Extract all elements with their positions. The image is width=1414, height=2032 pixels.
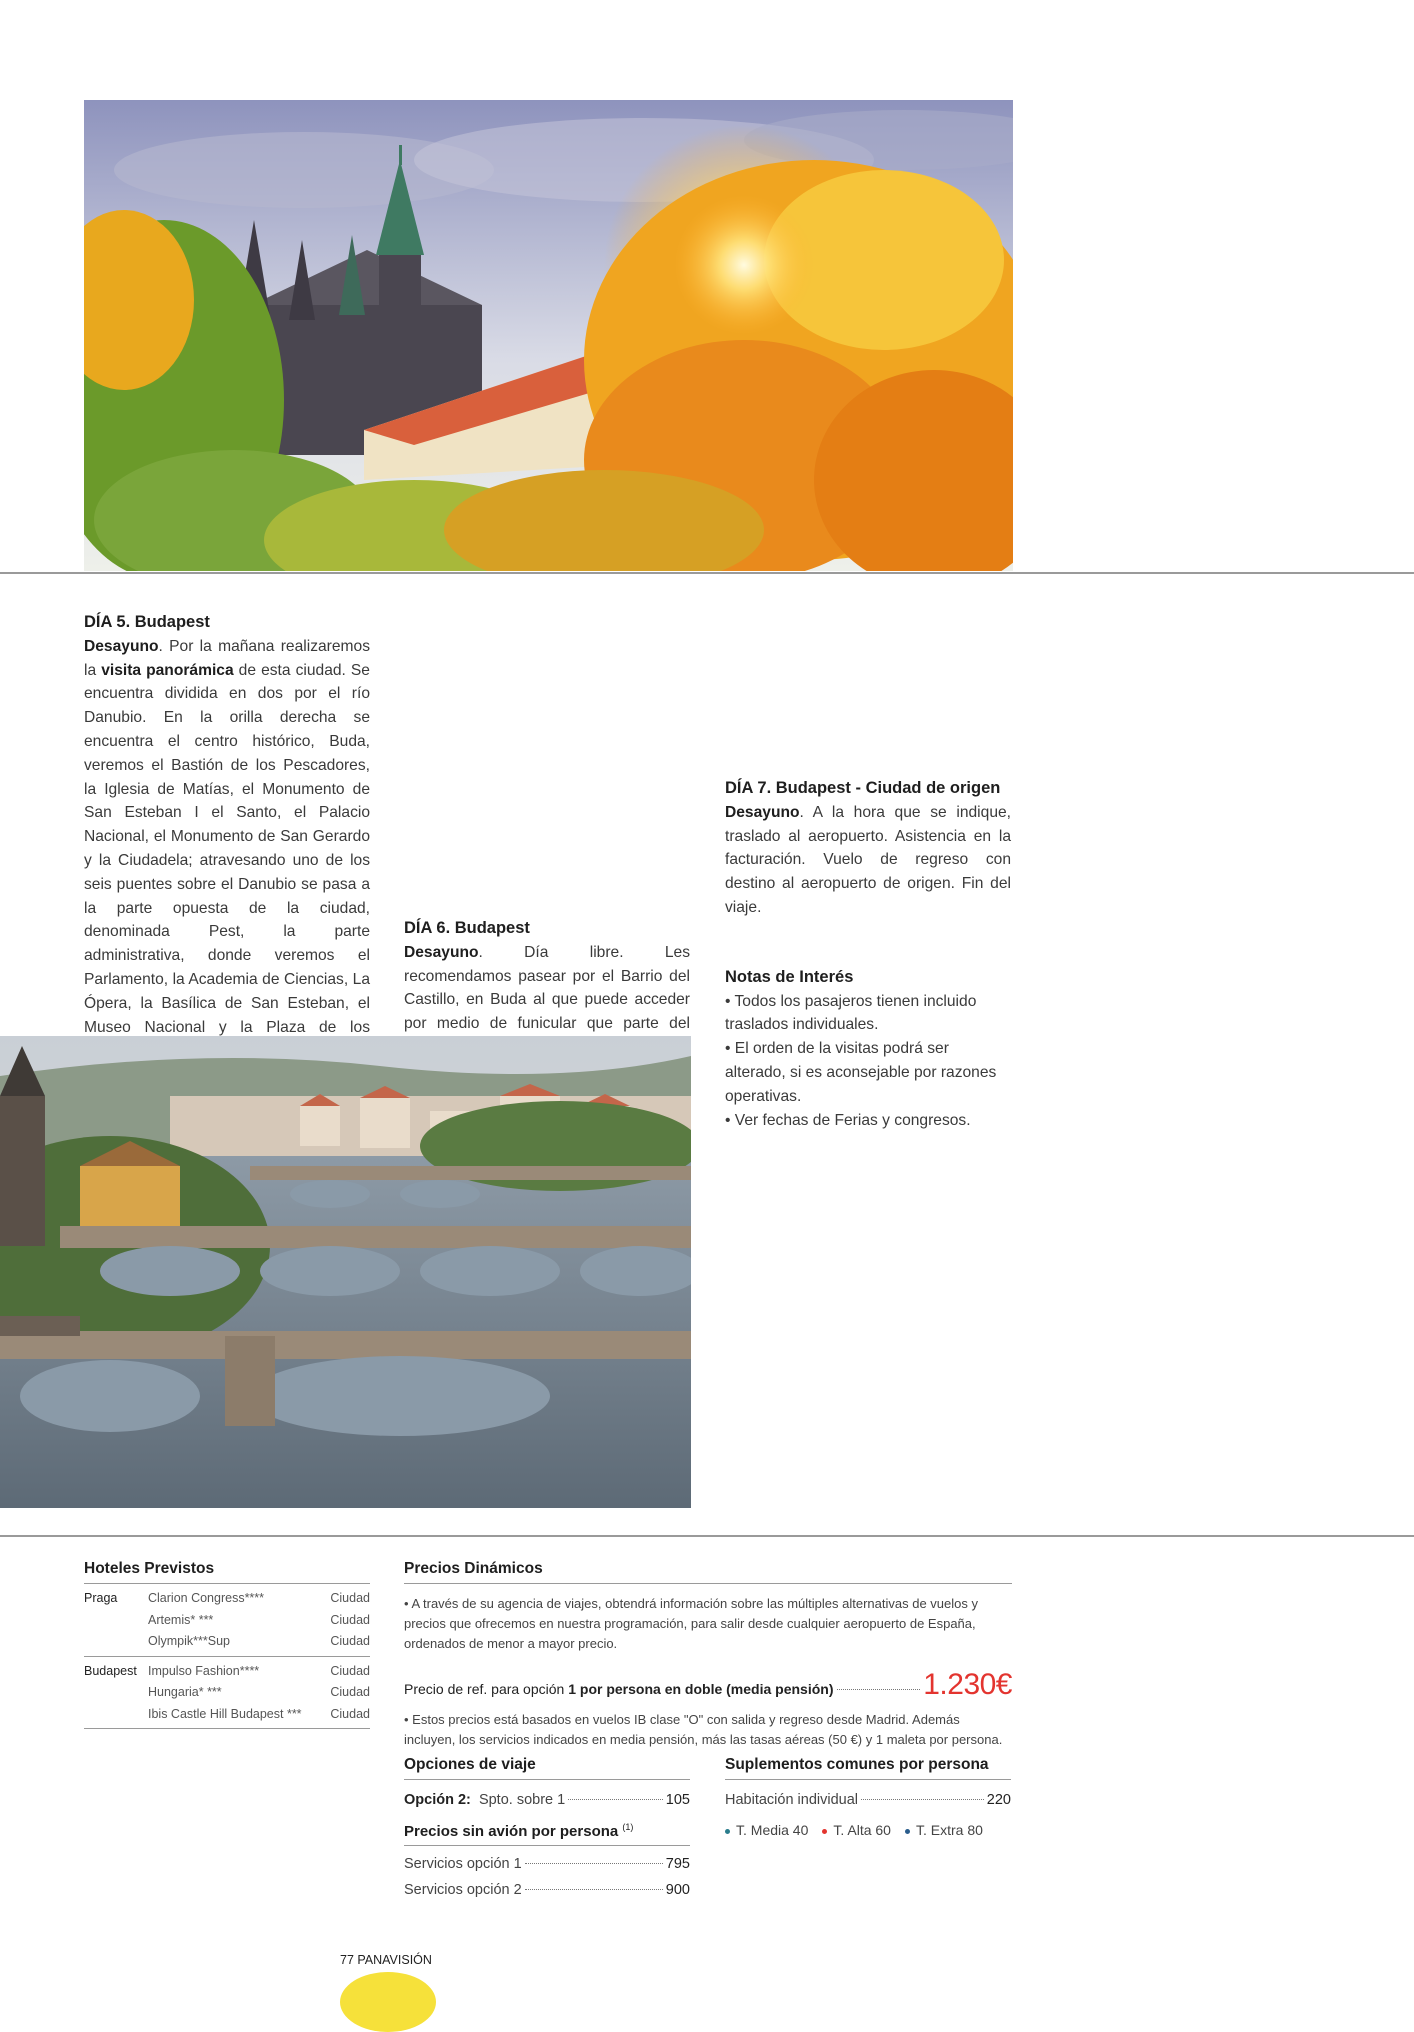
service-line (404, 1882, 690, 1898)
hotel-name: Olympik***Sup (148, 1631, 324, 1656)
season-label: T. Media 40 (736, 1822, 809, 1838)
leader-dots (525, 1863, 663, 1864)
hotel-category: Ciudad (324, 1631, 370, 1656)
hotel-city (84, 1631, 148, 1656)
table-row (84, 1610, 370, 1632)
ref-label (404, 1681, 834, 1697)
day7-breakfast: Desayuno (725, 803, 800, 821)
hotel-city (84, 1704, 148, 1729)
options-title: Opciones de viaje (404, 1756, 690, 1780)
supplements-title: Suplementos comunes por persona (725, 1756, 1011, 1780)
season-label: T. Extra 80 (915, 1822, 983, 1838)
hotel-city (84, 1682, 148, 1704)
season-supplements (725, 1822, 1011, 1838)
day7-body: . A la hora que se indique, traslado al aeropuerto. Asistencia en la facturación. Vuelo de regreso con destino al aeropuerto de origen. Fin del viaje. (725, 803, 1011, 916)
prices-title: Precios Dinámicos (404, 1560, 1012, 1584)
table-row (84, 1682, 370, 1704)
day5-text-b: de esta ciudad. Se encuentra dividida en dos por el río Danubio. En la orilla derecha se encuentra el centro histórico, Buda, veremos el Bastión de los Pescadores, la Iglesia de Matías, el Monumento de San Esteban I el Santo, el Palacio Nacional, el Monumento de San Gerardo y la Ciudadela; atravesando uno de los seis puentes sobre el Danubio se pasa a la parte opuesta de la ciudad, denominada Pest, la parte administrativa, donde veremos el Parlamento, la Academia de Ciencias, La Ópera, la Basílica de San Esteban, el Museo Nacional y la Plaza de los (84, 661, 370, 1036)
service-value: 900 (665, 1882, 690, 1898)
prices-intro: • A través de su agencia de viajes, obtendrá información sobre las múltiples alternativas de vuelos y precios que ofrecemos en nuestra programación, para salir desde cualquier aeropuerto de España, ordenados de menor a mayor precio. (404, 1596, 978, 1651)
day5-text-a: . Por la mañana realizaremos la (84, 637, 370, 679)
hotel-category: Ciudad (330, 1663, 370, 1678)
no-flight-title-text: Precios sin avión por persona (404, 1823, 619, 1840)
hotel-category: Ciudad (330, 1612, 370, 1627)
season-item (725, 1822, 808, 1838)
prague-castle-photo (84, 100, 1013, 571)
day7-text (725, 801, 1011, 920)
prices-note: • Estos precios está basados en vuelos IB clase "O" con salida y regreso desde Madrid. Además incluyen, los servicios indicados en media pensión, más las tasas aéreas (50 €) y 1 maleta por persona. (404, 1712, 1003, 1747)
service-label: Servicios opción 2 (404, 1882, 522, 1898)
single-room-line (725, 1792, 1011, 1808)
leader-dots (837, 1689, 921, 1690)
hotel-name: Hungaria* *** (148, 1685, 222, 1699)
hotel-category: Ciudad (330, 1591, 370, 1605)
top-divider (0, 572, 1414, 574)
leader-dots (861, 1799, 984, 1800)
page-number: 77 PANAVISIÓN (340, 1953, 432, 1967)
no-flight-title (404, 1822, 690, 1846)
table-row (84, 1631, 370, 1656)
hotels-title: Hoteles Previstos (84, 1560, 370, 1584)
hotel-category: Ciudad (324, 1704, 370, 1729)
ref-label-c: por persona en doble (media pensión) (576, 1681, 834, 1697)
table-row (84, 1656, 370, 1682)
supplements-section (725, 1756, 1011, 1838)
single-room-label: Habitación individual (725, 1792, 858, 1808)
day5-panoramic: visita panorámica (101, 661, 234, 679)
hotel-category: Ciudad (330, 1685, 370, 1699)
day7-title: DÍA 7. Budapest - Ciudad de origen (725, 779, 1001, 797)
note-item: • El orden de la visitas podrá ser alterado, si es aconsejable por razones operativas. (725, 1040, 997, 1105)
service-label: Servicios opción 1 (404, 1856, 522, 1872)
single-room-value: 220 (986, 1792, 1011, 1808)
notes-title: Notas de Interés (725, 967, 854, 986)
service-value: 795 (665, 1856, 690, 1872)
yellow-page-tab (340, 1972, 436, 2032)
bullet-dot-icon (822, 1829, 827, 1834)
day6-breakfast: Desayuno (404, 943, 479, 961)
table-row (84, 1584, 370, 1610)
hotel-name: Artemis* *** (148, 1612, 214, 1627)
option-2-line (404, 1792, 690, 1808)
hotels-table (84, 1584, 370, 1729)
options-section (404, 1756, 690, 1898)
table-row (84, 1704, 370, 1729)
day6-title: DÍA 6. Budapest (404, 919, 530, 937)
day6-body: . Día libre. Les recomendamos pasear por el Barrio del Castillo, en Buda al que puede acceder por medio de funicular que parte del (404, 943, 690, 1033)
season-label: T. Alta 60 (833, 1822, 891, 1838)
prague-bridges-photo (0, 1036, 691, 1508)
hotel-city (84, 1610, 148, 1632)
leader-dots (568, 1799, 663, 1800)
ref-label-a: Precio de ref. para opción (404, 1681, 569, 1697)
note-item: • Todos los pasajeros tienen incluido traslados individuales. (725, 992, 977, 1034)
day5-title: DÍA 5. Budapest (84, 613, 210, 631)
season-item (822, 1822, 891, 1838)
note-item: • Ver fechas de Ferias y congresos. (725, 1111, 971, 1129)
hotel-name: Impulso Fashion**** (148, 1663, 260, 1678)
service-line (404, 1856, 690, 1872)
option-2-value: 105 (665, 1792, 690, 1808)
season-item (905, 1822, 983, 1838)
hotel-name: Clarion Congress**** (148, 1591, 265, 1605)
hotel-city: Budapest (84, 1663, 137, 1678)
hotel-name: Ibis Castle Hill Budapest *** (148, 1704, 324, 1729)
no-flight-footnote: (1) (622, 1822, 634, 1832)
reference-price: 1.230€ (923, 1668, 1012, 1701)
reference-price-line (404, 1668, 1012, 1702)
hotels-section (84, 1560, 370, 1729)
bottom-divider (0, 1535, 1414, 1537)
ref-option: 1 (568, 1681, 577, 1697)
prices-section (404, 1560, 1012, 1750)
hotel-city: Praga (84, 1591, 118, 1605)
bullet-dot-icon (905, 1829, 910, 1834)
itinerary-column-3 (725, 777, 1011, 1132)
bullet-dot-icon (725, 1829, 730, 1834)
option-2-text: Spto. sobre 1 (478, 1792, 566, 1808)
day5-breakfast: Desayuno (84, 637, 159, 655)
leader-dots (525, 1889, 663, 1890)
option-2-label: Opción 2: (404, 1792, 471, 1808)
